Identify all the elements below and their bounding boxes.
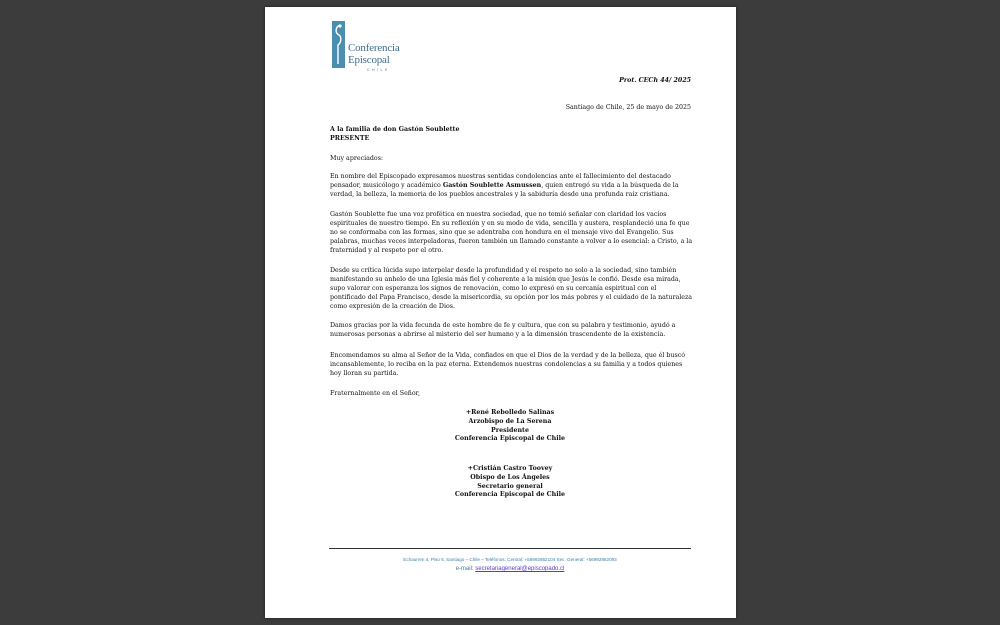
- logo-text-chile: CHILE: [367, 68, 390, 72]
- addressee-line: A la familia de don Gastón Soublette: [330, 126, 460, 133]
- signer-org: Conferencia Episcopal de Chile: [454, 491, 566, 499]
- letter-date: Santiago de Chile, 25 de mayo de 2025: [565, 104, 691, 111]
- conferencia-episcopal-logo: [332, 21, 402, 77]
- paragraph-1-end: , quien entregó su vida a la búsqueda de la verdad, la belleza, la memoria de los pueblos ancestrales y la sabiduría desde una profunda raíz cristiana.: [330, 182, 679, 198]
- paragraph-5: Encomendamos su alma al Señor de la Vida, confiados en que el Dios de la verdad y de la belleza, que él buscó incansablemente, lo reciba en la paz eterna. Extendemos nuestras condolencias a su familia y a todos quienes hoy lloran su partida.: [330, 352, 686, 377]
- paragraph-1-start: En nombre del Episcopado expresamos nuestras sentidas condolencias ante el fallecimiento del destacado pensador, musicólogo y académico: [330, 173, 671, 189]
- signer-org: Conferencia Episcopal de Chile: [454, 435, 566, 443]
- addressee-presente: PRESENTE: [330, 135, 370, 142]
- footer-email-label: e-mail:: [455, 566, 476, 572]
- signature-block-president: [415, 409, 605, 444]
- salutation: Muy apreciados:: [330, 155, 384, 162]
- closing-line: Fraternalmente en el Señor,: [330, 390, 420, 397]
- paragraph-3: Desde su crítica lúcida supo interpelar desde la profundidad y el respeto no solo a la sociedad, sino también manifestando su anhelo de una Iglesia más fiel y coherente a la misión que Jesús le confió. Desde esa mirada, supo valorar con esperanza los signos de renovación, como lo expresó en su cercanía espiritual con el pontificado del Papa Francisco, desde la misericordia, su opción por los más pobres y el cuidado de la naturaleza como expresión de la creación de Dios.: [330, 267, 693, 310]
- footer-email-link[interactable]: secretariageneral@episcopado.cl: [475, 566, 565, 572]
- signer-name: +Cristián Castro Toovey: [467, 465, 553, 472]
- footer-divider: [329, 548, 691, 549]
- signer-role: Arzobispo de La Serena: [468, 417, 552, 425]
- logo-text-episcopal: Episcopal: [348, 54, 390, 66]
- signer-role: Obispo de Los Ángeles: [470, 473, 550, 481]
- logo-text-conferencia: Conferencia: [348, 42, 400, 54]
- footer-contact: Echaurren 4, Piso 6, Santiago – Chile – Teléfonos: Central: +56992862104 Sec. General: +56992862093: [403, 557, 617, 562]
- paragraph-1: [330, 172, 694, 199]
- paragraph-2: Gastón Soublette fue una voz profética en nuestra sociedad, que no temió señalar con claridad los vacíos espirituales de nuestro tiempo. En su reflexión y en su modo de vida, sencilla y austera, resplandeció una fe que no se conformaba con las formas, sino que se adentraba con hondura en el mensaje vivo del Evangelio. Sus palabras, muchas veces interpeladoras, fueron también un llamado constante a volver a lo esencial: a Cristo, a la fraternidad y al respeto por el otro.: [330, 211, 693, 254]
- document-page: [265, 7, 736, 618]
- footer-email-line: [329, 566, 691, 572]
- addressee: [330, 125, 459, 143]
- signer-title: Presidente: [491, 426, 529, 434]
- logo-mark-icon: [332, 21, 345, 68]
- paragraph-1-bold-name: Gastón Soublette Asmussen: [442, 182, 542, 189]
- signature-block-secretary: [415, 465, 605, 500]
- protocol-number: Prot. CECh 44/ 2025: [619, 77, 691, 84]
- paragraph-4: Damos gracias por la vida fecunda de este hombre de fe y cultura, que con su palabra y testimonio, ayudó a numerosas personas a abrirse al misterio del ser humano y a la dimensión trascendente de la existencia.: [330, 322, 676, 338]
- signer-name: +René Rebolledo Salinas: [465, 409, 555, 416]
- signer-title: Secretario general: [477, 482, 543, 490]
